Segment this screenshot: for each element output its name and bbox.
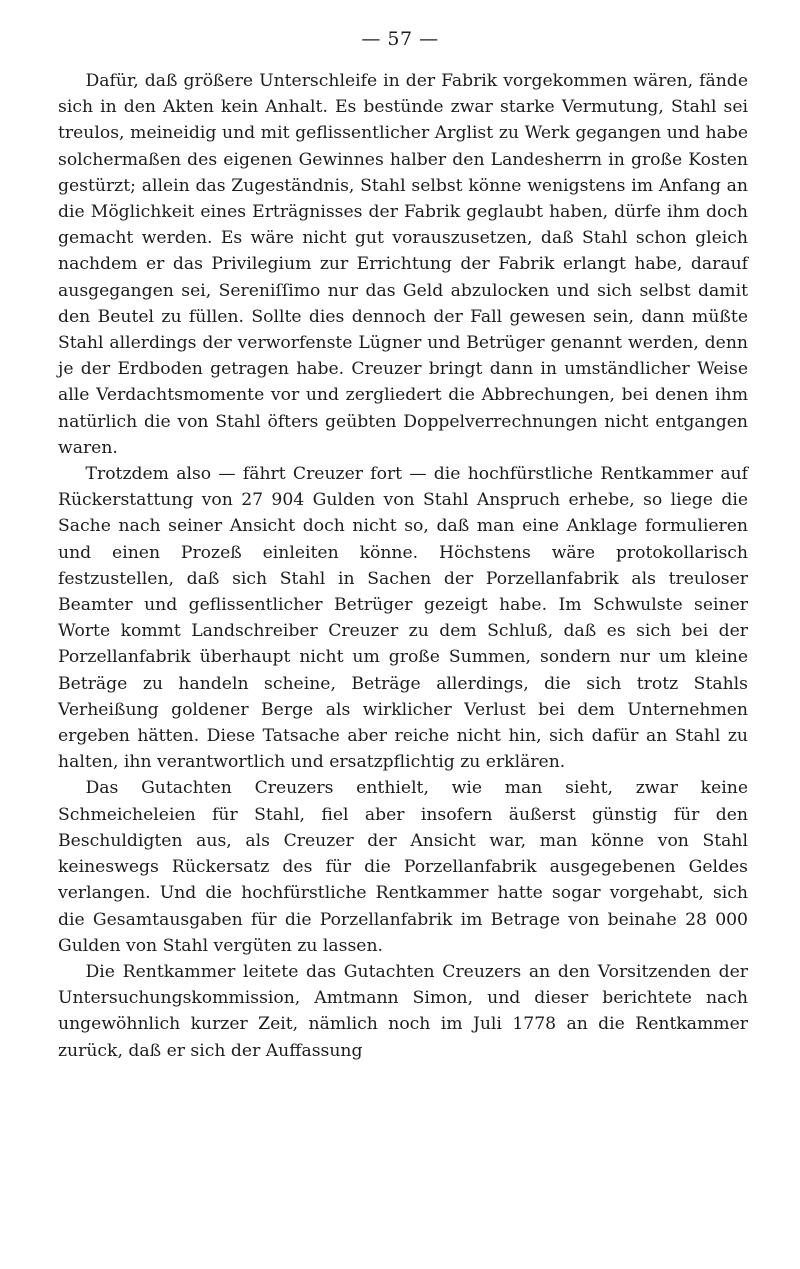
paragraph-4: Die Rentkammer leitete das Gutachten Creuzers an den Vorsitzenden der Untersuchungskommission, Amtmann Simon, und dieser berichtete nach ungewöhnlich kurzer Zeit, nämlich noch im Juli 1778 an die Rentkammer zurück, daß er sich der Auffassung [58, 961, 748, 1061]
body-text [58, 68, 748, 1064]
paragraph-2: Trotzdem also — fährt Creuzer fort — die hochfürstliche Rentkammer auf Rückerstattung von 27 904 Gulden von Stahl Anspruch erhebe, so liege die Sache nach seiner Ansicht doch nicht so, daß man eine Anklage formulieren und einen Prozeß einleiten könne. Höchstens wäre protokollarisch festzustellen, daß sich Stahl in Sachen der Porzellanfabrik als treuloser Beamter und geflissentlicher Betrüger gezeigt habe. Im Schwulste seiner Worte kommt Landschreiber Creuzer zu dem Schluß, daß es sich bei der Porzellanfabrik überhaupt nicht um große Summen, sondern nur um kleine Beträge zu handeln scheine, Beträge allerdings, die sich trotz Stahls Verheißung goldener Berge als wirklicher Verlust bei dem Unternehmen ergeben hätten. Diese Tatsache aber reiche nicht hin, sich dafür an Stahl zu halten, ihn verantwortlich und ersatzpflichtig zu erklären. [58, 464, 748, 773]
page-number: — 57 — [361, 28, 439, 50]
paragraph-3: Das Gutachten Creuzers enthielt, wie man sieht, zwar keine Schmeicheleien für Stahl, fiel aber insofern äußerst günstig für den Beschuldigten aus, als Creuzer der Ansicht war, man könne von Stahl keineswegs Rückersatz des für die Porzellanfabrik ausgegebenen Geldes verlangen. Und die hochfürstliche Rentkammer hatte sogar vorgehabt, sich die Gesamtausgaben für die Porzellanfabrik im Betrage von beinahe 28 000 Gulden von Stahl vergüten zu lassen. [58, 778, 748, 956]
paragraph-1: Dafür, daß größere Unterschleife in der Fabrik vorgekommen wären, fände sich in den Akten kein Anhalt. Es bestünde zwar starke Vermutung, Stahl sei treulos, meineidig und mit geflissentlicher Arglist zu Werk gegangen und habe solchermaßen des eigenen Gewinnes halber den Landesherrn in große Kosten gestürzt; allein das Zugeständnis, Stahl selbst könne wenigstens im Anfang an die Möglichkeit eines Erträgnisses der Fabrik geglaubt haben, dürfe ihm doch gemacht werden. Es wäre nicht gut vorauszusetzen, daß Stahl schon gleich nachdem er das Privilegium zur Errichtung der Fabrik erlangt habe, darauf ausgegangen sei, Sereniſſimo nur das Geld abzulocken und sich selbst damit den Beutel zu füllen. Sollte dies dennoch der Fall gewesen sein, dann müßte Stahl allerdings der verworfenste Lügner und Betrüger genannt werden, denn je der Erdboden getragen habe. Creuzer bringt dann in umständlicher Weise alle Verdachtsmomente vor und zergliedert die Abbrechungen, bei denen ihm natürlich die von Stahl öfters geübten Doppelverrechnungen nicht entgangen waren. [58, 71, 748, 458]
